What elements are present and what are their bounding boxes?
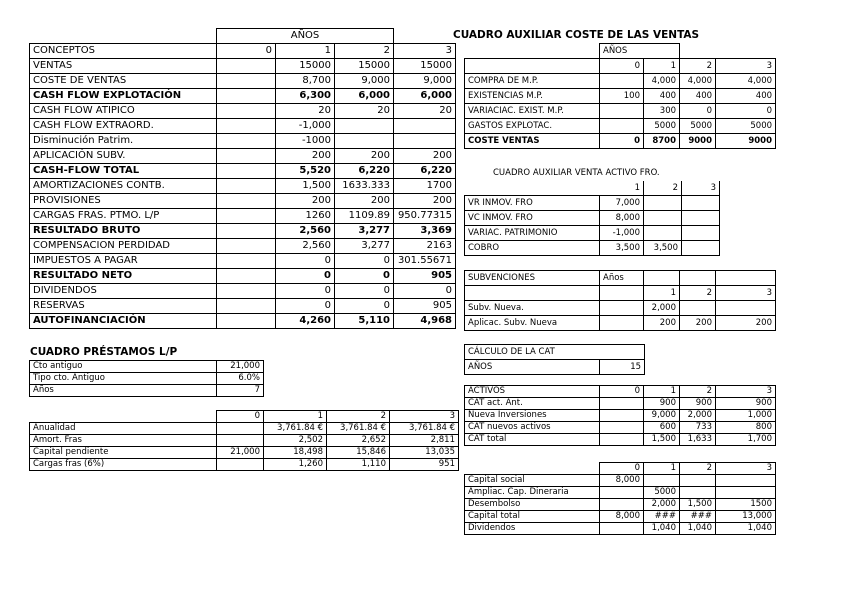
cell-value: 1,633: [680, 434, 716, 446]
cell-value: 8,000: [600, 211, 644, 226]
row-label: Capital pendiente: [30, 447, 217, 459]
row-label: COBRO: [465, 241, 600, 256]
row-label: Tipo cto. Antiguo: [30, 373, 217, 385]
cell-value: 200: [394, 149, 456, 164]
cell-value: [600, 523, 644, 535]
cell-value: 1,500: [276, 179, 335, 194]
cell-value: [644, 475, 680, 487]
cell-value: 8,000: [600, 511, 644, 523]
cell-value: [680, 487, 716, 499]
capital-row: [465, 487, 776, 499]
cell-value: 2,560: [276, 239, 335, 254]
cell-value: 2163: [394, 239, 456, 254]
cell-value: 2,000: [644, 301, 680, 316]
cell-value: 9000: [680, 134, 716, 149]
cell-value: 8700: [644, 134, 680, 149]
cell-value: 20: [276, 104, 335, 119]
cell-value: [600, 104, 644, 119]
cell-value: [217, 209, 276, 224]
cell-value: 13,000: [716, 511, 776, 523]
subv-row: [465, 301, 776, 316]
activo-row: [465, 196, 720, 211]
cell-value: 900: [644, 398, 680, 410]
cat-row: [465, 398, 776, 410]
cell-value: [217, 179, 276, 194]
cat-row: [465, 410, 776, 422]
cell-value: 0: [276, 299, 335, 314]
cell-value: 1,500: [680, 499, 716, 511]
cell-value: 733: [680, 422, 716, 434]
row-label: APLICACIÓN SUBV.: [30, 149, 217, 164]
main-row: [30, 149, 456, 164]
cell-value: 1,000: [716, 410, 776, 422]
cell-value: 9,000: [394, 74, 456, 89]
main-row: [30, 299, 456, 314]
cell-value: 0: [217, 44, 276, 59]
cell-value: 0: [680, 104, 716, 119]
cell-value: 1700: [394, 179, 456, 194]
main-row: [30, 119, 456, 134]
row-label: Disminución Patrim.: [30, 134, 217, 149]
capital-row: [465, 511, 776, 523]
years-header: AÑOS: [217, 29, 394, 44]
row-label: RESERVAS: [30, 299, 217, 314]
cell-value: 21,000: [217, 447, 264, 459]
cell-value: 3,500: [644, 241, 682, 256]
cell-value: 5000: [644, 487, 680, 499]
cell-value: 9,000: [335, 74, 394, 89]
subv-row: [465, 316, 776, 331]
cell-value: [716, 301, 776, 316]
row-label: Capital social: [465, 475, 600, 487]
cell-value: 1109.89: [335, 209, 394, 224]
cell-value: 15000: [276, 59, 335, 74]
cell-value: [335, 134, 394, 149]
cell-value: 15,846: [327, 447, 390, 459]
cell-value: [217, 284, 276, 299]
cell-value: -1,000: [600, 226, 644, 241]
cell-value: [217, 194, 276, 209]
row-label: CAT act. Ant.: [465, 398, 600, 410]
cell-value: 4,968: [394, 314, 456, 329]
cell-value: 5000: [644, 119, 680, 134]
row-label: Cto antiguo: [30, 361, 217, 373]
cat-title-table: CÁLCULO DE LA CAT AÑOS 15: [464, 344, 645, 375]
activo-row: [465, 211, 720, 226]
cell-value: [394, 119, 456, 134]
cell-value: 1: [276, 44, 335, 59]
coste-row: [465, 119, 776, 134]
cell-value: 1500: [716, 499, 776, 511]
row-label: Ampliac. Cap. Dineraria: [465, 487, 600, 499]
row-label: Nueva Inversiones: [465, 410, 600, 422]
cell-value: [217, 423, 264, 435]
coste-row: [465, 104, 776, 119]
main-row: [30, 74, 456, 89]
main-row: [30, 239, 456, 254]
cell-value: 0: [600, 134, 644, 149]
main-row: [30, 314, 456, 329]
cell-value: 3,369: [394, 224, 456, 239]
cell-value: [600, 410, 644, 422]
row-label: COMPENSACION PERDIDAD: [30, 239, 217, 254]
cell-value: ###: [680, 511, 716, 523]
cell-value: 200: [644, 316, 680, 331]
prestamos-row: [30, 459, 459, 471]
cell-value: 2,560: [276, 224, 335, 239]
cell-value: 8,000: [600, 475, 644, 487]
cell-value: [600, 74, 644, 89]
cell-value: 4,000: [644, 74, 680, 89]
cell-value: 800: [716, 422, 776, 434]
cat-table: ACTIVOS 0 1 2 3 CAT act. Ant. 900 900 900 Nueva Inversiones 9,000 2,000 1,000 CAT nuevos activos 600 733 800 CAT total 1,500 1,633 1,700: [464, 385, 776, 446]
cell-value: [716, 487, 776, 499]
cell-value: 100: [600, 89, 644, 104]
cell-value: 0: [276, 284, 335, 299]
cell-value: 300: [644, 104, 680, 119]
row-label: VENTAS: [30, 59, 217, 74]
row-label: VC INMOV. FRO: [465, 211, 600, 226]
cell-value: 9000: [716, 134, 776, 149]
cell-value: 3,500: [600, 241, 644, 256]
cell-value: 905: [394, 269, 456, 284]
cell-value: 1,260: [264, 459, 327, 471]
row-label: CASH FLOW EXPLOTACIÓN: [30, 89, 217, 104]
cell-value: [682, 241, 720, 256]
cell-value: 600: [644, 422, 680, 434]
cell-value: 2,652: [327, 435, 390, 447]
cell-value: [335, 119, 394, 134]
main-row: [30, 134, 456, 149]
cell-value: 6,000: [394, 89, 456, 104]
cell-value: 0: [335, 299, 394, 314]
cell-value: 9,000: [644, 410, 680, 422]
prestamos-title: CUADRO PRÉSTAMOS L/P: [30, 346, 178, 358]
cell-value: 21,000: [217, 361, 264, 373]
row-label: AUTOFINANCIACIÓN: [30, 314, 217, 329]
cell-value: 200: [680, 316, 716, 331]
cat-row: [465, 422, 776, 434]
capital-row: [465, 499, 776, 511]
cell-value: 6.0%: [217, 373, 264, 385]
coste-table: AÑOS 0 1 2 3 COMPRA DE M.P. 4,000 4,000 4,000 EXISTENCIAS M.P. 100 400 400 400 VARIACIAC. EXIST. M.P. 300 0 0 GASTOS EXPLOTAC. 5000 5000 5000 COSTE VENTAS 0 8700 9000 9000: [464, 43, 776, 149]
cell-value: 3,761.84 €: [327, 423, 390, 435]
activo-row: [465, 226, 720, 241]
cell-value: 20: [335, 104, 394, 119]
cell-value: 951: [390, 459, 459, 471]
cell-value: [217, 89, 276, 104]
cell-value: 1633.333: [335, 179, 394, 194]
cell-value: 3,761.84 €: [390, 423, 459, 435]
main-row: [30, 209, 456, 224]
cell-value: 3,277: [335, 239, 394, 254]
row-label: Subv. Nueva.: [465, 301, 600, 316]
row-label: CASH FLOW ATIPICO: [30, 104, 217, 119]
row-label: VR INMOV. FRO: [465, 196, 600, 211]
row-label: VARIAC. PATRIMONIO: [465, 226, 600, 241]
row-label: Años: [30, 385, 217, 397]
coste-years: AÑOS: [600, 44, 680, 59]
cell-value: [394, 134, 456, 149]
cell-value: 0: [335, 284, 394, 299]
prestamos-info-row: [30, 385, 264, 397]
row-label: Dividendos: [465, 523, 600, 535]
cell-value: [217, 254, 276, 269]
cell-value: ###: [644, 511, 680, 523]
row-label: CONCEPTOS: [30, 44, 217, 59]
cell-value: [682, 211, 720, 226]
cell-value: 1,110: [327, 459, 390, 471]
main-row: [30, 164, 456, 179]
row-label: GASTOS EXPLOTAC.: [465, 119, 600, 134]
prestamos-row: [30, 423, 459, 435]
row-label: CASH FLOW EXTRAORD.: [30, 119, 217, 134]
main-row: [30, 104, 456, 119]
capital-row: [465, 523, 776, 535]
prestamos-table: 0 1 2 3 Anualidad 3,761.84 € 3,761.84 € 3,761.84 € Amort. Fras 2,502 2,652 2,811 Capital pendiente 21,000 18,498 15,846 13,035 Cargas fras (6%) 1,260 1,110 951: [29, 410, 459, 471]
cell-value: [600, 398, 644, 410]
cell-value: 2: [335, 44, 394, 59]
cell-value: 5000: [716, 119, 776, 134]
cell-value: 6,220: [394, 164, 456, 179]
cell-value: 0: [276, 269, 335, 284]
cell-value: 1,040: [716, 523, 776, 535]
capital-row: [465, 475, 776, 487]
cell-value: 1260: [276, 209, 335, 224]
row-label: PROVISIONES: [30, 194, 217, 209]
cell-value: [644, 226, 682, 241]
main-row: [30, 44, 456, 59]
cell-value: [600, 422, 644, 434]
row-label: COMPRA DE M.P.: [465, 74, 600, 89]
cat-title: CÁLCULO DE LA CAT: [465, 345, 645, 360]
row-label: Desembolso: [465, 499, 600, 511]
main-row: [30, 224, 456, 239]
cell-value: 4,000: [680, 74, 716, 89]
cell-value: [217, 164, 276, 179]
cell-value: [217, 119, 276, 134]
cell-value: 200: [335, 149, 394, 164]
cell-value: [682, 196, 720, 211]
cell-value: 0: [394, 284, 456, 299]
cell-value: [680, 301, 716, 316]
cell-value: [600, 499, 644, 511]
cell-value: [682, 226, 720, 241]
main-row: [30, 179, 456, 194]
cell-value: 1,040: [644, 523, 680, 535]
coste-row: [465, 74, 776, 89]
cell-value: -1,000: [276, 119, 335, 134]
cell-value: 5,520: [276, 164, 335, 179]
cell-value: 20: [394, 104, 456, 119]
cell-value: [644, 211, 682, 226]
row-label: VARIACIAC. EXIST. M.P.: [465, 104, 600, 119]
cell-value: 1,040: [680, 523, 716, 535]
main-row: [30, 59, 456, 74]
cell-value: 0: [716, 104, 776, 119]
row-label: DIVIDENDOS: [30, 284, 217, 299]
cell-value: 400: [644, 89, 680, 104]
cell-value: 18,498: [264, 447, 327, 459]
main-row: [30, 194, 456, 209]
cell-value: 200: [335, 194, 394, 209]
cell-value: 7: [217, 385, 264, 397]
cell-value: [600, 487, 644, 499]
cell-value: 905: [394, 299, 456, 314]
cell-value: 400: [716, 89, 776, 104]
row-label: RESULTADO BRUTO: [30, 224, 217, 239]
cell-value: [217, 224, 276, 239]
cell-value: 15000: [394, 59, 456, 74]
row-label: Cargas fras (6%): [30, 459, 217, 471]
cell-value: [217, 149, 276, 164]
cell-value: 8,700: [276, 74, 335, 89]
cell-value: 0: [276, 254, 335, 269]
cell-value: 3,277: [335, 224, 394, 239]
cell-value: 5000: [680, 119, 716, 134]
row-label: COSTE DE VENTAS: [30, 74, 217, 89]
cell-value: [217, 74, 276, 89]
cell-value: [217, 104, 276, 119]
cell-value: 950.77315: [394, 209, 456, 224]
row-label: Anualidad: [30, 423, 217, 435]
cell-value: 200: [394, 194, 456, 209]
cell-value: [600, 119, 644, 134]
cell-value: 5,110: [335, 314, 394, 329]
prestamos-row: [30, 435, 459, 447]
row-label: Aplicac. Subv. Nueva: [465, 316, 600, 331]
main-row: [30, 254, 456, 269]
cell-value: [644, 196, 682, 211]
subv-table: SUBVENCIONES Años 1 2 3 Subv. Nueva. 2,000 Aplicac. Subv. Nueva 200 200 200: [464, 270, 776, 331]
cell-value: 0: [335, 254, 394, 269]
cell-value: 6,220: [335, 164, 394, 179]
cell-value: 2,811: [390, 435, 459, 447]
activo-table: 1 2 3 VR INMOV. FRO 7,000 VC INMOV. FRO 8,000 VARIAC. PATRIMONIO -1,000 COBRO 3,500 3,500: [464, 181, 720, 256]
cell-value: 13,035: [390, 447, 459, 459]
cell-value: 200: [276, 194, 335, 209]
main-row: [30, 89, 456, 104]
row-label: RESULTADO NETO: [30, 269, 217, 284]
cell-value: [217, 134, 276, 149]
row-label: CASH-FLOW TOTAL: [30, 164, 217, 179]
cell-value: 1,500: [644, 434, 680, 446]
row-label: CAT nuevos activos: [465, 422, 600, 434]
cell-value: 1,700: [716, 434, 776, 446]
cell-value: -1000: [276, 134, 335, 149]
cell-value: 200: [716, 316, 776, 331]
cell-value: [217, 299, 276, 314]
coste-row: [465, 134, 776, 149]
cell-value: 900: [716, 398, 776, 410]
cell-value: [680, 475, 716, 487]
cell-value: 0: [335, 269, 394, 284]
cell-value: [600, 434, 644, 446]
cell-value: 900: [680, 398, 716, 410]
cell-value: 2,502: [264, 435, 327, 447]
cell-value: [217, 314, 276, 329]
row-label: IMPUESTOS A PAGAR: [30, 254, 217, 269]
cell-value: [217, 435, 264, 447]
row-label: CARGAS FRAS. PTMO. L/P: [30, 209, 217, 224]
capital-table: 0 1 2 3 Capital social 8,000 Ampliac. Cap. Dineraria 5000 Desembolso 2,000 1,500 1500 Capital total 8,000 ### ### 13,000 Dividendos 1,040 1,040 1,040: [464, 462, 776, 535]
cell-value: [217, 459, 264, 471]
cell-value: 3,761.84 €: [264, 423, 327, 435]
prestamos-info-table: [29, 360, 264, 397]
cell-value: 15000: [335, 59, 394, 74]
row-label: Amort. Fras: [30, 435, 217, 447]
cell-value: [716, 475, 776, 487]
prestamos-row: [30, 447, 459, 459]
prestamos-info-row: [30, 361, 264, 373]
cell-value: 7,000: [600, 196, 644, 211]
row-label: COSTE VENTAS: [465, 134, 600, 149]
main-row: [30, 284, 456, 299]
row-label: AMORTIZACIONES CONTB.: [30, 179, 217, 194]
cell-value: [217, 59, 276, 74]
cat-row: [465, 434, 776, 446]
cell-value: 301.55671: [394, 254, 456, 269]
row-label: EXISTENCIAS M.P.: [465, 89, 600, 104]
cell-value: 3: [394, 44, 456, 59]
cell-value: 6,300: [276, 89, 335, 104]
prestamos-info-row: [30, 373, 264, 385]
coste-row: [465, 89, 776, 104]
cell-value: 4,000: [716, 74, 776, 89]
cell-value: [217, 269, 276, 284]
row-label: CAT total: [465, 434, 600, 446]
cell-value: 200: [276, 149, 335, 164]
activo-row: [465, 241, 720, 256]
cell-value: 4,260: [276, 314, 335, 329]
coste-title: CUADRO AUXILIAR COSTE DE LAS VENTAS: [453, 29, 700, 41]
main-row: [30, 269, 456, 284]
main-table: [29, 28, 456, 329]
activo-title: CUADRO AUXILIAR VENTA ACTIVO FRO.: [493, 168, 660, 178]
cell-value: 2,000: [644, 499, 680, 511]
row-label: Capital total: [465, 511, 600, 523]
cell-value: 400: [680, 89, 716, 104]
cell-value: [217, 239, 276, 254]
cell-value: 2,000: [680, 410, 716, 422]
cell-value: 6,000: [335, 89, 394, 104]
